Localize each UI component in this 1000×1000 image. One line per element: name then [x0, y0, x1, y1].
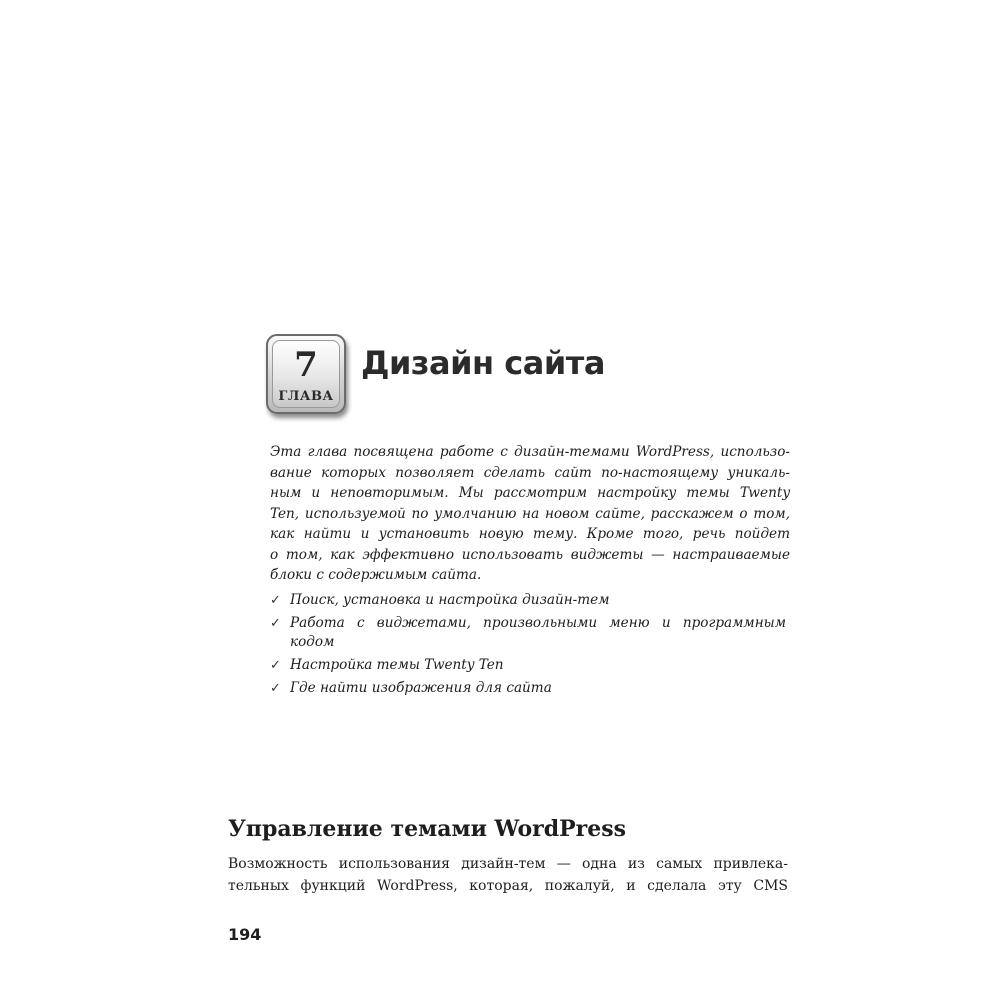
section-body [228, 853, 788, 897]
topic-item [270, 679, 790, 698]
topic-text-row: Где найти изображения для сайта [290, 680, 552, 696]
topic-text-row: Поиск, установка и настройка дизайн-тем [290, 592, 610, 608]
intro-line: Ten, используемой по умолчанию на новом сайте, расскажем о том, [270, 505, 790, 522]
intro-line: вание которых позволяет сделать сайт по-настоящему уникаль- [270, 464, 790, 481]
topic-text [290, 656, 790, 675]
body-line: Возможность использования дизайн-тем — одна из самых привлека- [228, 856, 788, 872]
page-number: 194 [228, 925, 262, 944]
intro-line: Эта глава посвящена работе с дизайн-темами WordPress, использо- [270, 444, 790, 460]
topic-text-row: Настройка темы Twenty Ten [290, 657, 504, 673]
checkmark-icon: ✓ [270, 616, 281, 631]
topic-item [270, 591, 790, 610]
intro-line: ным и неповторимым. Мы рассмотрим настройку темы Twenty [270, 485, 790, 501]
chapter-badge [266, 334, 346, 414]
section-heading: Управление темами WordPress [228, 816, 627, 842]
chapter-topics-list [270, 591, 790, 702]
checkmark-icon: ✓ [270, 681, 281, 696]
topic-text [290, 614, 790, 652]
topic-item [270, 656, 790, 675]
topic-item [270, 614, 790, 652]
chapter-label: ГЛАВА [278, 389, 334, 404]
chapter-title: Дизайн сайта [361, 344, 605, 382]
chapter-number: 7 [294, 345, 318, 385]
intro-line: блоки с содержимым сайта. [270, 567, 482, 583]
intro-line: как найти и установить новую тему. Кроме того, речь пойдет [270, 526, 790, 542]
topic-text-row: кодом [290, 634, 335, 650]
chapter-intro [270, 442, 790, 586]
checkmark-icon: ✓ [270, 658, 281, 673]
checkmark-icon: ✓ [270, 593, 281, 608]
chapter-badge-inner [272, 340, 340, 408]
topic-text-row: Работа с виджетами, произвольными меню и программным [290, 615, 786, 631]
body-line: тельных функций WordPress, которая, пожалуй, и сделала эту CMS [228, 878, 788, 894]
topic-text [290, 591, 790, 610]
intro-line: о том, как эффективно использовать виджеты — настраиваемые [270, 546, 790, 563]
topic-text [290, 679, 790, 698]
